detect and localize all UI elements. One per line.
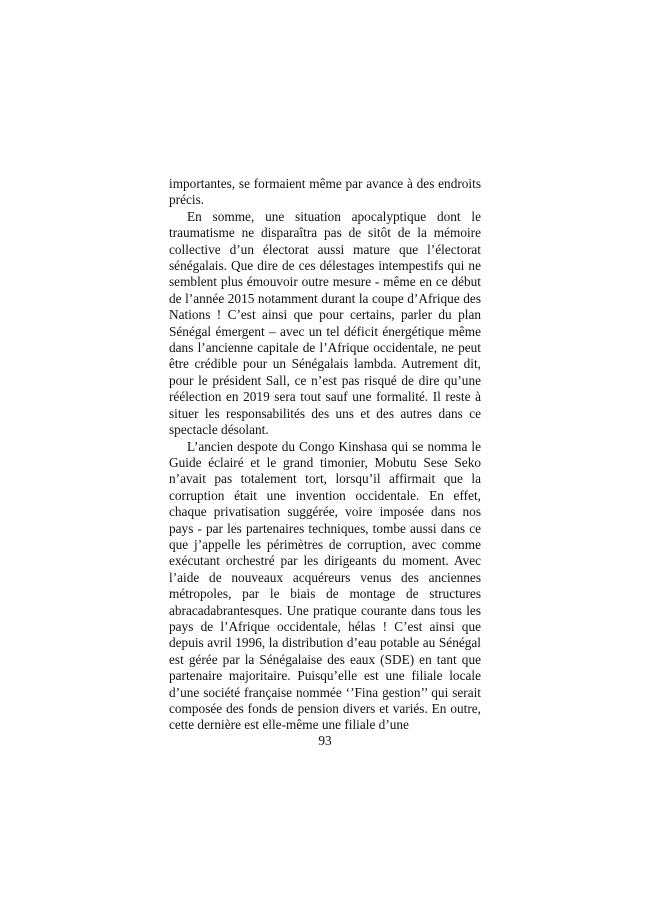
page-number: 93 [318,733,332,748]
paragraph: En somme, une situation apocalyptique dont le traumatisme ne disparaîtra pas de sitôt de la mémoire collective d’un électorat aussi mature que l’électorat sénégalais. Que dire de ces délestages intempestifs qui ne semblent plus émouvoir outre mesure - même en ce début de l’année 2015 notamment durant la coupe d’Afrique des Nations ! C’est ainsi que pour certains, parler du plan Sénégal émergent – avec un tel déficit énergétique même dans l’ancienne capitale de l’Afrique occidentale, ne peut être crédible pour un Sénégalais lambda. Autrement dit, pour le président Sall, ce n’est pas risqué de dire qu’une réélection en 2019 sera tout sauf une formalité. Il reste à situer les responsabilités des uns et des autres dans ce spectacle désolant. [169,208,481,438]
paragraph: L’ancien despote du Congo Kinshasa qui se nomma le Guide éclairé et le grand timonier, Mobutu Sese Seko n’avait pas totalement tort, lorsqu’il affirmait que la corruption était une invention occidentale. En effet, chaque privatisation suggérée, voire imposée dans nos pays - par les partenaires techniques, tombe aussi dans ce que j’appelle les périmètres de corruption, avec comme exécutant orchestré par les dirigeants du moment. Avec l’aide de nouveaux acquéreurs venus des anciennes métropoles, par le biais de montage de structures abracadabrantesques. Une pratique courante dans tous les pays de l’Afrique occidentale, hélas ! C’est ainsi que depuis avril 1996, la distribution d’eau potable au Sénégal est gérée par la Sénégalaise des eaux (SDE) en tant que partenaire majoritaire. Puisqu’elle est une filiale locale d’une société française nommée ‘’Fina gestion’’ qui serait composée des fonds de pension divers et variés. En outre, cette dernière est elle-même une filiale d’une [169,438,481,733]
paragraph-continued: importantes, se formaient même par avance à des endroits précis. [169,176,481,208]
body-text [169,176,481,734]
